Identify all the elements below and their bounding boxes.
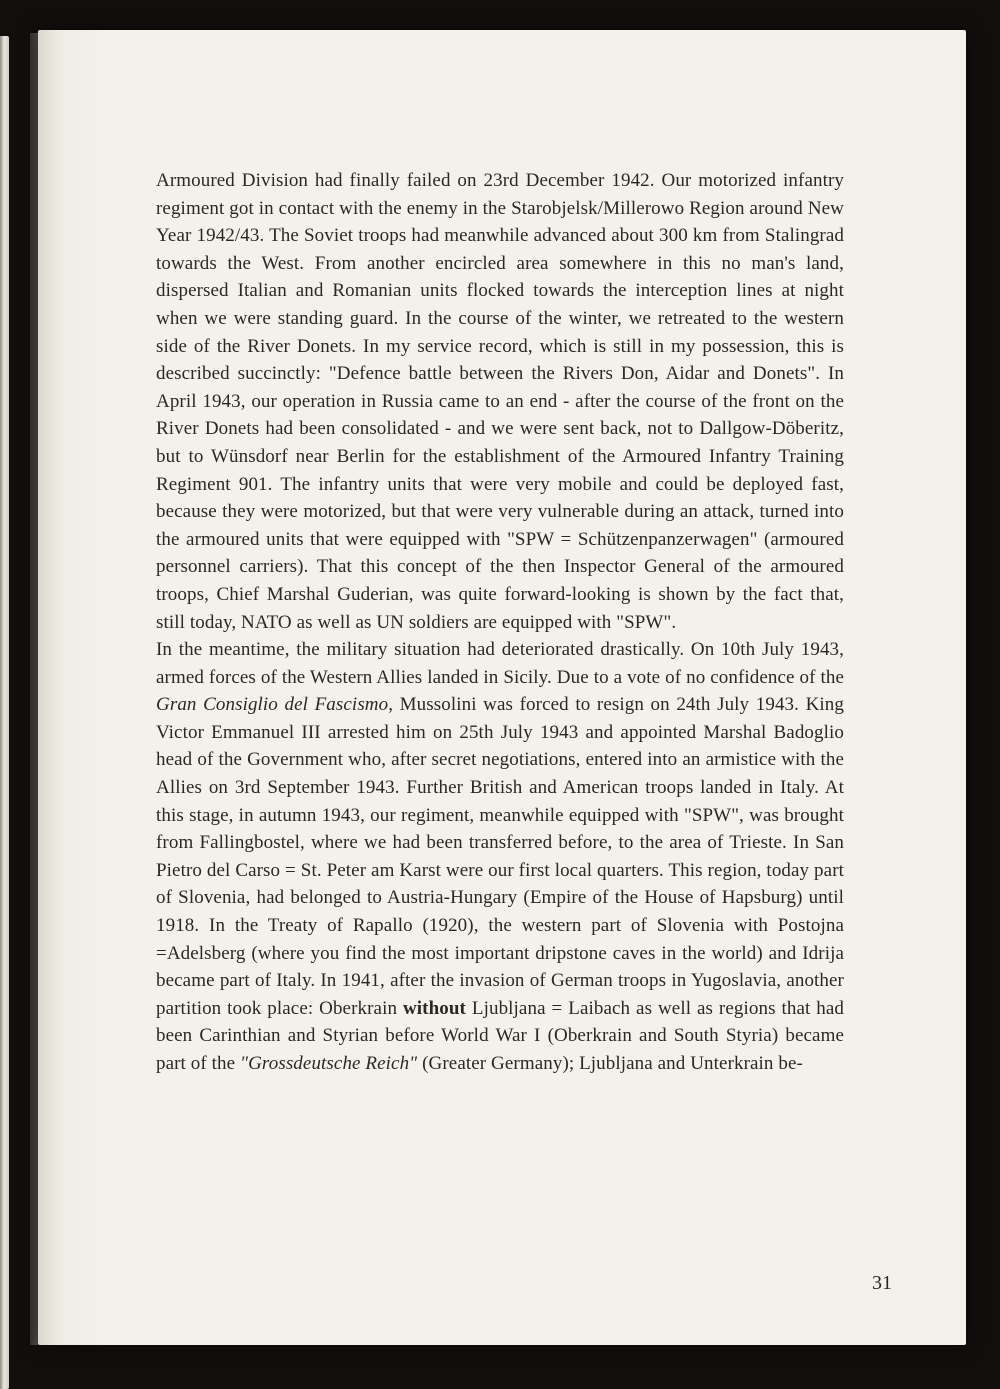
body-text: (Greater Germany); Ljubljana and Unterkrain be- <box>417 1053 803 1074</box>
paragraph-2 <box>156 636 844 1078</box>
body-text: Ljubljana = Laibach as well as regions that had been Carinthian and Styrian before World War I (Oberkrain and South Styria) became part of the <box>156 997 845 1074</box>
page-edge-shadow <box>30 33 38 1345</box>
body-text: In the meantime, the military situation had deteriorated drastically. On 10th July 1943, armed forces of the Western Allies landed in Sicily. Due to a vote of no confidence of the <box>156 639 844 688</box>
page-edge-strip <box>0 36 9 1389</box>
body-text: Armoured Division had finally failed on 23rd December 1942. Our motorized infantry regiment got in contact with the enemy in the Starobjelsk/Millerowo Region around New Year 1942/43. The Soviet troops had meanwhile advanced about 300 km from Stalingrad towards the West. From another encircled area somewhere in this no man's land, dispersed Italian and Romanian units flocked towards the interception lines at night when we were standing guard. In the course of the winter, we retreated to the western side of the River Donets. In my service record, which is still in my possession, this is described succinctly: "Defence battle between the Rivers Don, Aidar and Donets". In April 1943, our operation in Russia came to an end - after the course of the front on the River Donets had been consolidated - and we were sent back, not to Dallgow-Döberitz, but to Wünsdorf near Berlin for the establishment of the Armoured Infantry Training Regiment 901. The infantry units that were very mobile and could be deployed fast, because they were motorized, but that were very vulnerable during an attack, turned into the armoured units that were equipped with "SPW = Schützenpanzerwagen" (armoured personnel carriers). That this concept of the then Inspector General of the armoured troops, Chief Marshal Guderian, was quite forward-looking is shown by the fact that, still today, NATO as well as UN soldiers are equipped with "SPW". <box>156 170 844 633</box>
book-page <box>38 30 966 1345</box>
page-number: 31 <box>872 1272 892 1294</box>
bold-word-without: without <box>402 997 466 1019</box>
paragraph-1 <box>156 167 844 636</box>
italic-phrase-grossdeutsche-reich: "Grossdeutsche Reich" <box>240 1053 418 1074</box>
page-text-block <box>156 167 844 1078</box>
body-text: , Mussolini was forced to resign on 24th July 1943. King Victor Emmanuel III arrested him on 25th July 1943 and appointed Marshal Badoglio head of the Government who, after secret negotiations, entered into an armistice with the Allies on 3rd September 1943. Further British and American troops landed in Italy. At this stage, in autumn 1943, our regiment, meanwhile equipped with "SPW", was brought from Fallingbostel, where we had been transferred before, to the area of Trieste. In San Pietro del Carso = St. Peter am Karst were our first local quarters. This region, today part of Slovenia, had belonged to Austria-Hungary (Empire of the House of Hapsburg) until 1918. In the Treaty of Rapallo (1920), the western part of Slovenia with Postojna =Adelsberg (where you find the most important dripstone caves in the world) and Idrija became part of Italy. In 1941, after the invasion of German troops in Yugoslavia, another partition took place: Oberkrain <box>156 694 844 1019</box>
italic-phrase-gran-consiglio: Gran Consiglio del Fascismo <box>156 694 389 716</box>
